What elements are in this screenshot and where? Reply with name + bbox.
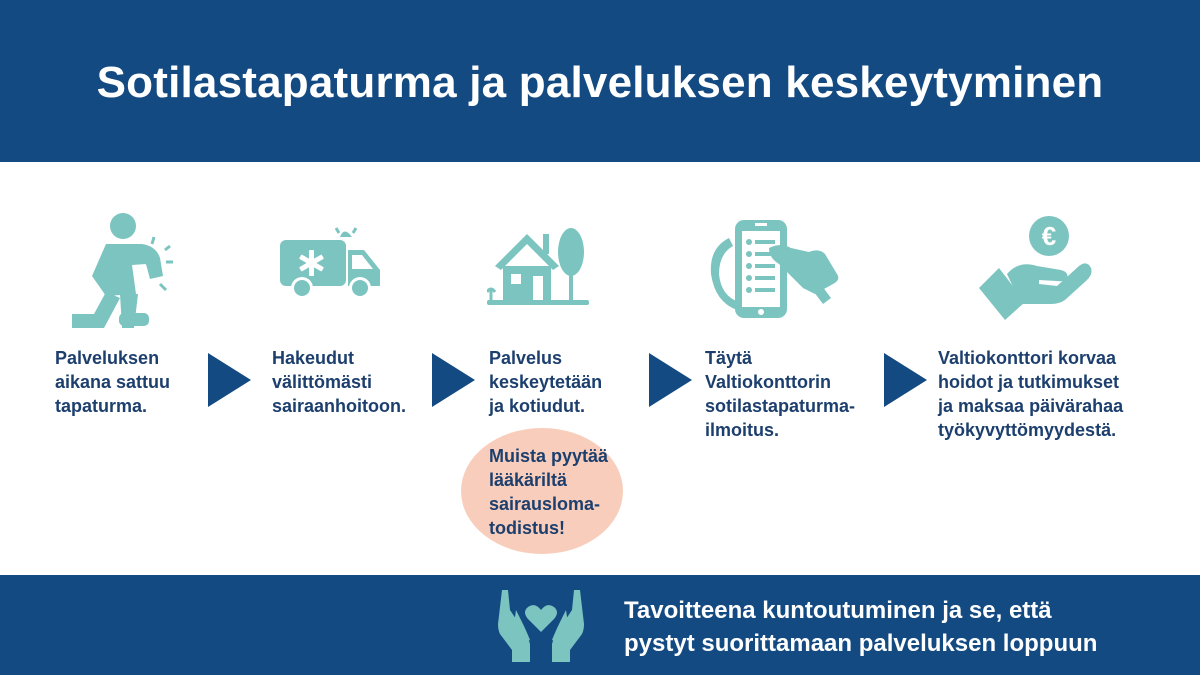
goal-text: Tavoitteena kuntoutuminen ja se, että pystyt suorittamaan palveluksen loppuun — [624, 597, 1098, 657]
flow-arrow-1 — [208, 353, 251, 407]
step-5-text: Valtiokonttori korvaa hoidot ja tutkimukset ja maksaa päivärahaa työkyvyttömyydestä. — [938, 348, 1124, 440]
svg-text:€: € — [1041, 221, 1057, 251]
hands-heart-icon — [496, 588, 586, 664]
step-3-text: Palvelus keskeytetään ja kotiudut. — [489, 348, 603, 416]
flow-arrow-4 — [884, 353, 927, 407]
flow-arrow-2 — [432, 353, 475, 407]
step-2-text: Hakeudut välittömästi sairaanhoitoon. — [272, 348, 407, 416]
step-4-text: Täytä Valtiokonttorin sotilastapaturma- ilmoitus. — [705, 348, 856, 440]
title-banner — [0, 0, 1200, 162]
kneeling-injured-person-icon — [62, 210, 177, 328]
step-1-text: Palveluksen aikana sattuu tapaturma. — [55, 348, 171, 416]
reminder-text: Muista pyytää lääkäriltä sairausloma- todistus! — [489, 446, 609, 538]
phone-form-icon — [705, 218, 845, 322]
ambulance-icon — [278, 224, 384, 304]
house-icon — [487, 226, 589, 306]
page-title: Sotilastapaturma ja palveluksen keskeytyminen — [96, 58, 1104, 107]
flow-arrow-3 — [649, 353, 692, 407]
euro-coin-hand-icon — [975, 214, 1093, 320]
